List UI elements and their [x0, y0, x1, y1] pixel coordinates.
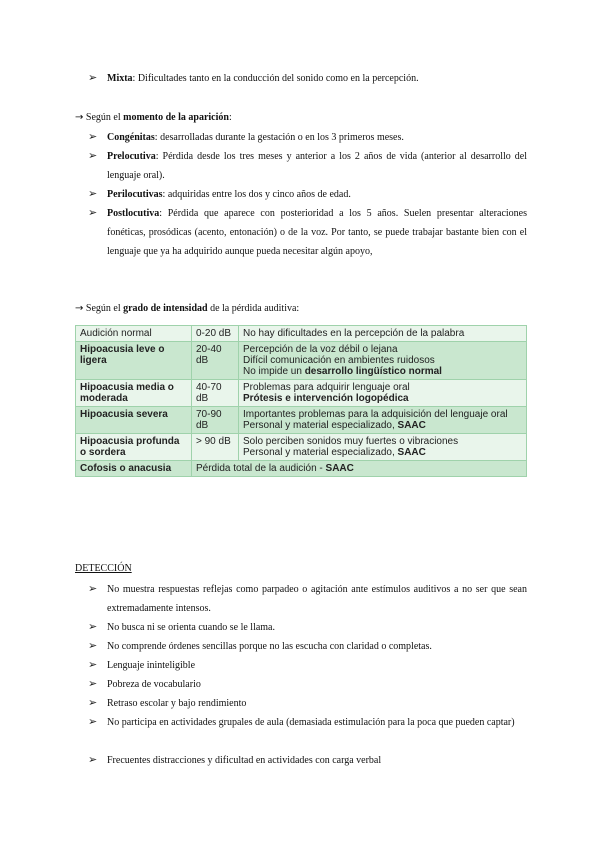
- bullet-arrow-icon: ➢: [88, 640, 98, 652]
- bullet-arrow-icon: ➢: [88, 621, 98, 633]
- list-item: Lenguaje ininteligible: [107, 660, 196, 671]
- list-item: No muestra respuestas reflejas como parpadeo o agitación ante estímulos auditivos a no ser que sean extremadamente intensos.: [107, 584, 527, 614]
- bullet-arrow-icon: ➢: [88, 72, 98, 84]
- bullet-arrow-icon: ➢: [88, 678, 98, 690]
- list-item: Frecuentes distracciones y dificultad en actividades con carga verbal: [107, 755, 382, 766]
- cell-category: Audición normal: [76, 326, 192, 342]
- cell-db: 20-40 dB: [192, 342, 239, 380]
- cell-description: Problemas para adquirir lenguaje oral Prótesis e intervención logopédica: [239, 380, 527, 407]
- bullet-arrow-icon: ➢: [88, 754, 98, 766]
- table-row: [76, 342, 527, 380]
- text-mixta: : Dificultades tanto en la conducción del sonido como en la percepción.: [132, 73, 419, 84]
- cell-description: Pérdida total de la audición - SAAC: [192, 461, 527, 477]
- cell-description: No hay dificultades en la percepción de la palabra: [239, 326, 527, 342]
- cell-description: Percepción de la voz débil o lejana Difícil comunicación en ambientes ruidosos No impide un desarrollo lingüístico normal: [239, 342, 527, 380]
- item-congenitas: Congénitas: desarrolladas durante la gestación o en los 3 primeros meses.: [107, 132, 404, 143]
- table-row: [76, 461, 527, 477]
- bullet-arrow-icon: ➢: [88, 659, 98, 671]
- cell-category: Cofosis o anacusia: [76, 461, 192, 477]
- right-arrow-icon: →: [75, 303, 84, 314]
- bullet-arrow-icon: ➢: [88, 583, 98, 595]
- cell-category: Hipoacusia leve o ligera: [76, 342, 192, 380]
- item-perilocutivas: Perilocutivas: adquiridas entre los dos y cinco años de edad.: [107, 189, 351, 200]
- item-postlocutiva: Postlocutiva: Pérdida que aparece con posterioridad a los 5 años. Suelen presentar alteraciones fonéticas, prosódicas (acento, entonación) o de la voz. Por tanto, se puede trabajar bastante bien con el lenguaje que ya ha adquirido aunque pueda necesitar algún apoyo,: [107, 208, 527, 257]
- cell-category: Hipoacusia profunda o sordera: [76, 434, 192, 461]
- bullet-arrow-icon: ➢: [88, 188, 98, 200]
- table-row: [76, 326, 527, 342]
- list-item: No participa en actividades grupales de aula (demasiada estimulación para la poca que pueden captar): [107, 717, 515, 728]
- heading-momento: → Según el momento de la aparición:: [75, 112, 232, 123]
- cell-description: Solo perciben sonidos muy fuertes o vibraciones Personal y material especializado, SAAC: [239, 434, 527, 461]
- cell-description: Importantes problemas para la adquisición del lenguaje oral Personal y material especializado, SAAC: [239, 407, 527, 434]
- cell-db: > 90 dB: [192, 434, 239, 461]
- list-item: Retraso escolar y bajo rendimiento: [107, 698, 247, 709]
- hearing-loss-table: [75, 325, 527, 477]
- cell-category: Hipoacusia media o moderada: [76, 380, 192, 407]
- item-mixta: [107, 69, 527, 88]
- table-row: [76, 434, 527, 461]
- cell-category: Hipoacusia severa: [76, 407, 192, 434]
- table-row: [76, 407, 527, 434]
- bullet-arrow-icon: ➢: [88, 150, 98, 162]
- list-item: No comprende órdenes sencillas porque no las escucha con claridad o completas.: [107, 641, 432, 652]
- list-item: Pobreza de vocabulario: [107, 679, 201, 690]
- right-arrow-icon: →: [75, 112, 84, 123]
- cell-db: 40-70 dB: [192, 380, 239, 407]
- bullet-arrow-icon: ➢: [88, 716, 98, 728]
- bullet-arrow-icon: ➢: [88, 131, 98, 143]
- item-prelocutiva: Prelocutiva: Pérdida desde los tres meses y anterior a los 2 años de vida (anterior al desarrollo del lenguaje oral).: [107, 151, 527, 181]
- cell-db: 70-90 dB: [192, 407, 239, 434]
- table-row: [76, 380, 527, 407]
- heading-grado: → Según el grado de intensidad de la pérdida auditiva:: [75, 303, 300, 314]
- bullet-arrow-icon: ➢: [88, 697, 98, 709]
- list-item: No busca ni se orienta cuando se le llama.: [107, 622, 275, 633]
- term-mixta: Mixta: [107, 73, 133, 84]
- cell-db: 0-20 dB: [192, 326, 239, 342]
- section-title-deteccion: DETECCIÓN: [75, 563, 132, 574]
- bullet-arrow-icon: ➢: [88, 207, 98, 219]
